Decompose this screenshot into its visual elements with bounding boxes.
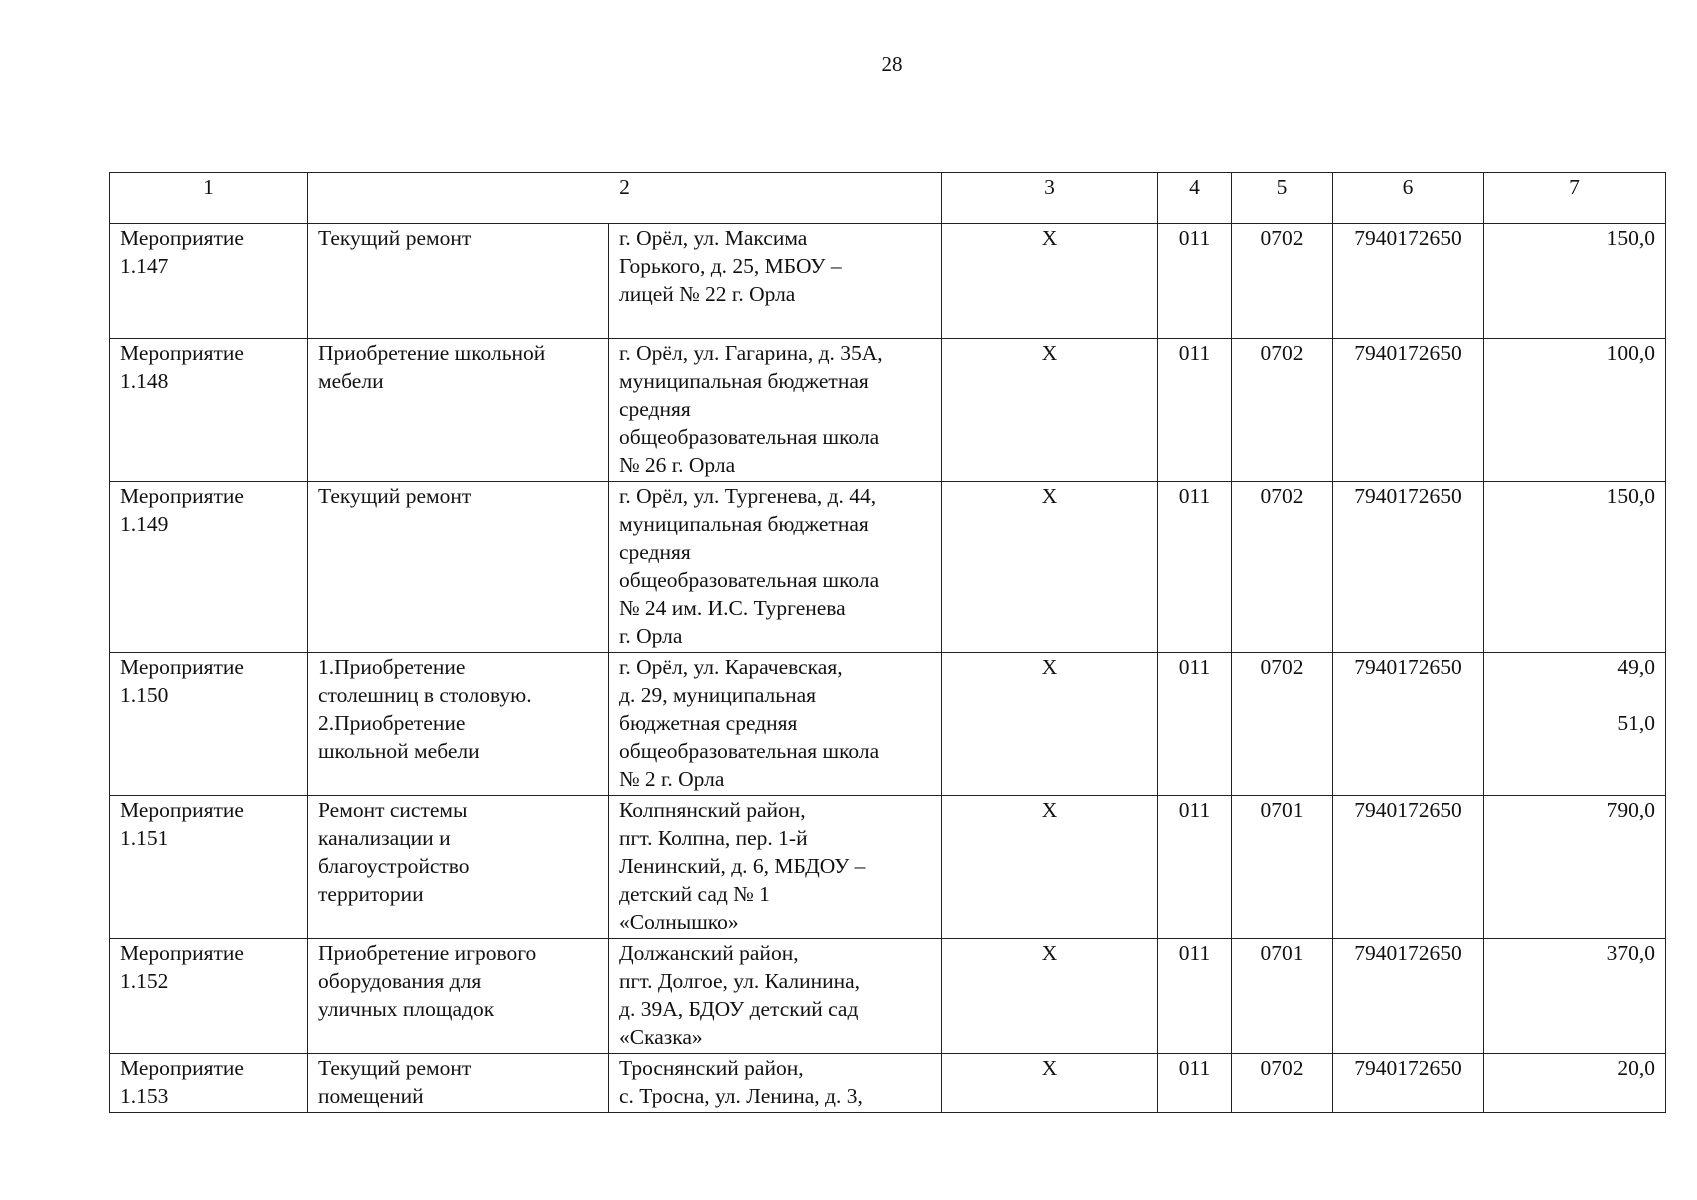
- address-cell: г. Орёл, ул. Тургенева, д. 44, муниципальная бюджетная средняя общеобразовательная школа № 24 им. И.С. Тургенева г. Орла: [609, 482, 942, 653]
- amount-cell: 20,0: [1484, 1054, 1666, 1113]
- amount-cell: 790,0: [1484, 796, 1666, 939]
- col6-cell: 7940172650: [1333, 482, 1484, 653]
- event-cell: Мероприятие 1.151: [110, 796, 308, 939]
- col3-cell: Х: [942, 482, 1158, 653]
- table-row: [110, 482, 1666, 653]
- col3-cell: Х: [942, 1054, 1158, 1113]
- col6-cell: 7940172650: [1333, 224, 1484, 339]
- event-cell: Мероприятие 1.148: [110, 339, 308, 482]
- col4-cell: 011: [1158, 482, 1232, 653]
- address-cell: Колпнянский район, пгт. Колпна, пер. 1-й Ленинский, д. 6, МБДОУ – детский сад № 1 «Солнышко»: [609, 796, 942, 939]
- header-cell: 1: [110, 173, 308, 224]
- event-cell: Мероприятие 1.149: [110, 482, 308, 653]
- address-cell: г. Орёл, ул. Гагарина, д. 35А, муниципальная бюджетная средняя общеобразовательная школа № 26 г. Орла: [609, 339, 942, 482]
- header-cell: 2: [308, 173, 942, 224]
- col3-cell: Х: [942, 653, 1158, 796]
- action-cell: Текущий ремонт: [308, 482, 609, 653]
- event-cell: Мероприятие 1.152: [110, 939, 308, 1054]
- action-cell: 1.Приобретение столешниц в столовую. 2.Приобретение школьной мебели: [308, 653, 609, 796]
- amount-cell: 150,0: [1484, 224, 1666, 339]
- col5-cell: 0702: [1232, 224, 1333, 339]
- col5-cell: 0701: [1232, 796, 1333, 939]
- address-cell: Должанский район, пгт. Долгое, ул. Калинина, д. 39А, БДОУ детский сад «Сказка»: [609, 939, 942, 1054]
- amount-cell: 150,0: [1484, 482, 1666, 653]
- col6-cell: 7940172650: [1333, 796, 1484, 939]
- col5-cell: 0702: [1232, 1054, 1333, 1113]
- table-row: [110, 224, 1666, 339]
- table-row: [110, 339, 1666, 482]
- table-row: [110, 653, 1666, 796]
- col4-cell: 011: [1158, 339, 1232, 482]
- event-cell: Мероприятие 1.147: [110, 224, 308, 339]
- amount-cell: 100,0: [1484, 339, 1666, 482]
- table-header-row: [110, 173, 1666, 224]
- page-number: 28: [881, 52, 903, 76]
- col5-cell: 0702: [1232, 339, 1333, 482]
- header-cell: 6: [1333, 173, 1484, 224]
- header-cell: 7: [1484, 173, 1666, 224]
- col6-cell: 7940172650: [1333, 339, 1484, 482]
- table-row: [110, 796, 1666, 939]
- action-cell: Текущий ремонт помещений: [308, 1054, 609, 1113]
- header-cell: 5: [1232, 173, 1333, 224]
- header-cell: 4: [1158, 173, 1232, 224]
- col5-cell: 0702: [1232, 482, 1333, 653]
- header-cell: 3: [942, 173, 1158, 224]
- action-cell: Ремонт системы канализации и благоустройство территории: [308, 796, 609, 939]
- table-row: [110, 939, 1666, 1054]
- amount-cell: 370,0: [1484, 939, 1666, 1054]
- col4-cell: 011: [1158, 653, 1232, 796]
- col3-cell: Х: [942, 339, 1158, 482]
- col3-cell: Х: [942, 939, 1158, 1054]
- col6-cell: 7940172650: [1333, 1054, 1484, 1113]
- budget-table: [109, 172, 1666, 1113]
- col6-cell: 7940172650: [1333, 653, 1484, 796]
- col3-cell: Х: [942, 796, 1158, 939]
- amount-cell: 49,0 51,0: [1484, 653, 1666, 796]
- address-cell: г. Орёл, ул. Максима Горького, д. 25, МБОУ – лицей № 22 г. Орла: [609, 224, 942, 339]
- event-cell: Мероприятие 1.153: [110, 1054, 308, 1113]
- action-cell: Приобретение школьной мебели: [308, 339, 609, 482]
- col5-cell: 0701: [1232, 939, 1333, 1054]
- col6-cell: 7940172650: [1333, 939, 1484, 1054]
- col3-cell: Х: [942, 224, 1158, 339]
- address-cell: Троснянский район, с. Тросна, ул. Ленина, д. 3,: [609, 1054, 942, 1113]
- col4-cell: 011: [1158, 939, 1232, 1054]
- col5-cell: 0702: [1232, 653, 1333, 796]
- address-cell: г. Орёл, ул. Карачевская, д. 29, муниципальная бюджетная средняя общеобразовательная школа № 2 г. Орла: [609, 653, 942, 796]
- action-cell: Текущий ремонт: [308, 224, 609, 339]
- event-cell: Мероприятие 1.150: [110, 653, 308, 796]
- action-cell: Приобретение игрового оборудования для уличных площадок: [308, 939, 609, 1054]
- col4-cell: 011: [1158, 796, 1232, 939]
- col4-cell: 011: [1158, 224, 1232, 339]
- col4-cell: 011: [1158, 1054, 1232, 1113]
- table-row: [110, 1054, 1666, 1113]
